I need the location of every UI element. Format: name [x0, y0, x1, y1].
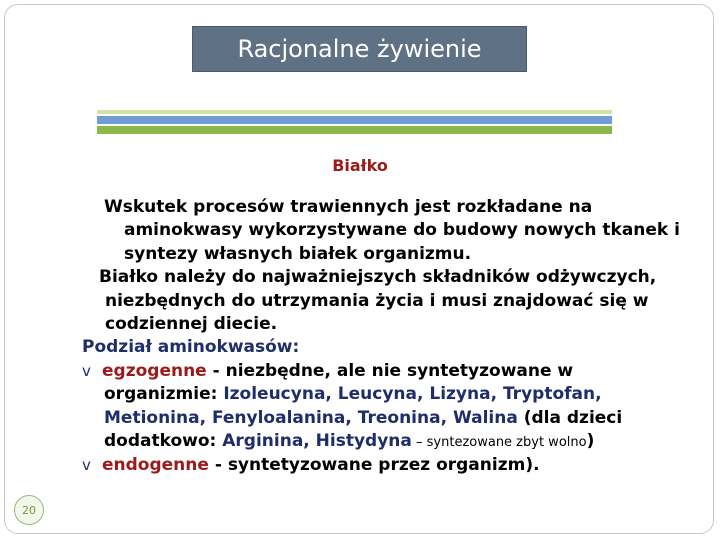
exogenous-children-note: (dla dzieci dodatkowo: — [104, 407, 623, 452]
endogenous-term: endogenne — [102, 455, 209, 476]
paragraph-digestion: Wskutek procesów trawiennych jest rozkładane na aminokwasy wykorzystywane do budowy nowych tkanek i syntezy własnych białek organizmu. — [104, 197, 680, 264]
bullet-endogenous — [82, 454, 682, 477]
divider-green — [97, 126, 612, 134]
exogenous-small-note: – syntezowane zbyt wolno — [411, 435, 587, 451]
diamond-bullet-icon: v — [82, 456, 91, 475]
exogenous-close: ) — [586, 431, 595, 452]
slide-content — [82, 196, 682, 478]
divider-light — [97, 110, 612, 114]
slide-title: Racjonalne żywienie — [237, 35, 482, 63]
exogenous-children-list: Arginina, Histydyna — [222, 431, 412, 452]
exogenous-description: - niezbędne, ale nie syntetyzowane w organizmie: — [104, 360, 574, 405]
paragraph-importance: Białko należy do najważniejszych składników odżywczych, niezbędnych do utrzymania życia i musi znajdować się w codziennej diecie. — [99, 267, 657, 335]
slide-subtitle: Białko — [332, 156, 388, 175]
title-box — [192, 26, 527, 72]
divider-blue — [97, 116, 612, 124]
bullet-exogenous — [82, 360, 682, 455]
exogenous-term: egzogenne — [102, 360, 207, 381]
diamond-bullet-icon: v — [82, 361, 91, 380]
endogenous-description: - syntetyzowane przez organizm). — [208, 455, 540, 476]
exogenous-list: Izoleucyna, Leucyna, Lizyna, Tryptofan, Metionina, Fenyloalanina, Treonina, Walina — [104, 384, 602, 428]
page-number: 20 — [14, 495, 44, 525]
aminoacid-heading: Podział aminokwasów: — [82, 337, 300, 358]
